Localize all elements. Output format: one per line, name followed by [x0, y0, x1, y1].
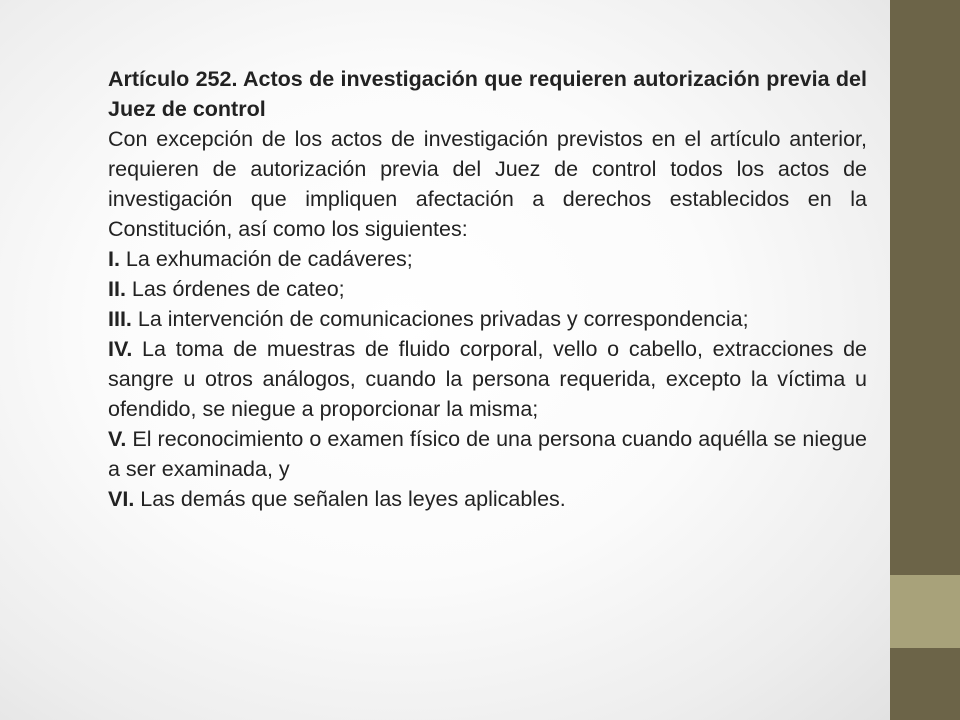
item-number: III.	[108, 307, 132, 331]
article-item-1	[108, 244, 867, 274]
item-text: La toma de muestras de fluido corporal, vello o cabello, extracciones de sangre u otros análogos, cuando la persona requerida, excepto la víctima u ofendido, se niegue a proporcionar la misma;	[108, 337, 867, 421]
item-number: V.	[108, 427, 127, 451]
decorative-sidebar	[890, 0, 960, 720]
article-item-6	[108, 484, 867, 514]
article-item-2	[108, 274, 867, 304]
sidebar-lower-band	[890, 648, 960, 720]
article-text-block	[108, 64, 867, 514]
article-item-5	[108, 424, 867, 484]
item-text: La intervención de comunicaciones privadas y correspondencia;	[131, 307, 749, 331]
article-title: Artículo 252. Actos de investigación que requieren autorización previa del Juez de control	[108, 67, 867, 121]
item-text: Las órdenes de cateo;	[125, 277, 345, 301]
item-number: I.	[108, 247, 120, 271]
item-text: El reconocimiento o examen físico de una persona cuando aquélla se niegue a ser examinada, y	[108, 427, 867, 481]
article-intro: Con excepción de los actos de investigación previstos en el artículo anterior, requieren de autorización previa del Juez de control todos los actos de investigación que impliquen afectación a derechos establecidos en la Constitución, así como los siguientes:	[108, 127, 867, 241]
item-number: II.	[108, 277, 126, 301]
item-number: IV.	[108, 337, 133, 361]
sidebar-accent-band	[890, 575, 960, 648]
article-item-4	[108, 334, 867, 424]
item-number: VI.	[108, 487, 135, 511]
article-item-3	[108, 304, 867, 334]
sidebar-upper-band	[890, 0, 960, 575]
item-text: La exhumación de cadáveres;	[119, 247, 413, 271]
item-text: Las demás que señalen las leyes aplicables.	[134, 487, 566, 511]
